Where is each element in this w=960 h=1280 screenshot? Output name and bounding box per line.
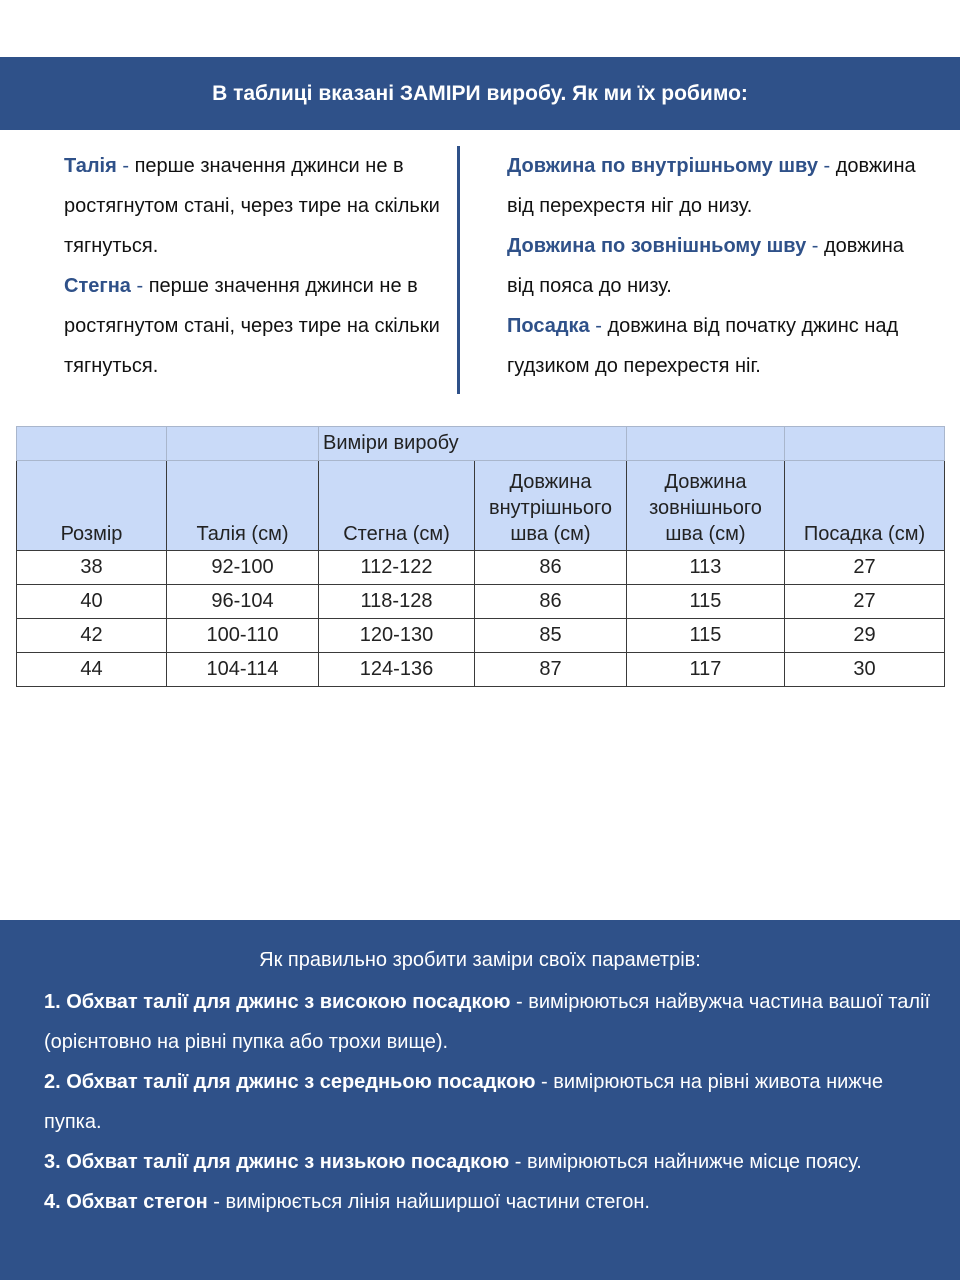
instruction-title: 2. Обхват талії для джинс з середньою посадкою — [44, 1071, 536, 1093]
cell-rise: 29 — [785, 619, 945, 653]
definition-hips: Стегна - перше значення джинси не в ростягнутом стані, через тире на скільки тягнуться. — [64, 275, 440, 377]
cell-rise: 30 — [785, 653, 945, 687]
definition-inseam: Довжина по внутрішньому шву - довжина від перехрестя ніг до низу. — [507, 155, 916, 217]
cell-outseam: 115 — [627, 585, 785, 619]
cell-rise: 27 — [785, 585, 945, 619]
definition-term: Посадка — [507, 315, 590, 337]
list-item — [44, 1182, 934, 1222]
cell-inseam: 85 — [475, 619, 627, 653]
definition-outseam: Довжина по зовнішньому шву - довжина від пояса до низу. — [507, 235, 904, 297]
instruction-title: 1. Обхват талії для джинс з високою посадкою — [44, 991, 511, 1013]
cell-hips: 124-136 — [319, 653, 475, 687]
instruction-text: - вимірюються найвужча частина вашої талії (орієнтовно на рівні пупка або трохи вище). — [44, 991, 931, 1053]
header-hips: Стегна (см) — [319, 461, 475, 551]
table-caption: Виміри виробу — [319, 427, 627, 461]
cell-hips: 120-130 — [319, 619, 475, 653]
instruction-title: 3. Обхват талії для джинс з низькою посадкою — [44, 1151, 510, 1173]
cell-size: 44 — [17, 653, 167, 687]
cell-size: 38 — [17, 551, 167, 585]
definition-text: довжина від перехрестя ніг до низу. — [507, 155, 916, 217]
size-table — [16, 426, 945, 687]
definition-waist: Талія - перше значення джинси не в ростягнутом стані, через тире на скільки тягнуться. — [64, 155, 440, 257]
header-waist: Талія (см) — [167, 461, 319, 551]
column-divider — [457, 146, 460, 394]
cell-inseam: 87 — [475, 653, 627, 687]
cell-inseam: 86 — [475, 585, 627, 619]
instruction-text: - вимірюється лінія найширшої частини стегон. — [207, 1191, 650, 1213]
cell-inseam: 86 — [475, 551, 627, 585]
definition-term: Стегна — [64, 275, 131, 297]
instruction-text: - вимірюються на рівні живота нижче пупка. — [44, 1071, 884, 1133]
table-row — [17, 619, 945, 653]
definitions-left — [64, 146, 444, 386]
list-item — [44, 982, 934, 1062]
cell-hips: 112-122 — [319, 551, 475, 585]
instruction-text: - вимірюються найнижче місце поясу. — [509, 1151, 862, 1173]
header-size: Розмір — [17, 461, 167, 551]
top-banner — [0, 57, 960, 130]
definition-term: Талія — [64, 155, 117, 177]
table-row — [17, 653, 945, 687]
cell-waist: 92-100 — [167, 551, 319, 585]
instructions-panel — [0, 920, 960, 1280]
cell-outseam: 115 — [627, 619, 785, 653]
table-caption-row — [17, 427, 945, 461]
list-item — [44, 1142, 934, 1182]
header-inseam: Довжина внутрішнього шва (см) — [475, 461, 627, 551]
definition-text: довжина від пояса до низу. — [507, 235, 904, 297]
table-row — [17, 551, 945, 585]
cell-outseam: 113 — [627, 551, 785, 585]
cell-size: 40 — [17, 585, 167, 619]
definitions-right — [507, 146, 927, 386]
definition-term: Довжина по зовнішньому шву — [507, 235, 807, 257]
instructions-heading: Як правильно зробити заміри своїх параметрів: — [259, 949, 701, 971]
definition-text: довжина від початку джинс над гудзиком до перехрестя ніг. — [507, 315, 899, 377]
definition-text: перше значення джинси не в ростягнутом стані, через тире на скільки тягнуться. — [64, 275, 440, 377]
definition-text: перше значення джинси не в ростягнутом стані, через тире на скільки тягнуться. — [64, 155, 440, 257]
cell-size: 42 — [17, 619, 167, 653]
cell-rise: 27 — [785, 551, 945, 585]
cell-waist: 104-114 — [167, 653, 319, 687]
list-item — [44, 1062, 934, 1142]
banner-title: В таблиці вказані ЗАМІРИ виробу. Як ми їх робимо: — [212, 81, 748, 105]
cell-waist: 96-104 — [167, 585, 319, 619]
cell-waist: 100-110 — [167, 619, 319, 653]
definition-rise: Посадка - довжина від початку джинс над гудзиком до перехрестя ніг. — [507, 315, 899, 377]
cell-hips: 118-128 — [319, 585, 475, 619]
definition-term: Довжина по внутрішньому шву — [507, 155, 818, 177]
size-table-wrapper — [16, 426, 945, 687]
instructions-list — [44, 982, 934, 1222]
table-row — [17, 585, 945, 619]
instruction-title: 4. Обхват стегон — [44, 1191, 208, 1213]
header-outseam: Довжина зовнішнього шва (см) — [627, 461, 785, 551]
cell-outseam: 117 — [627, 653, 785, 687]
table-header-row — [17, 461, 945, 551]
header-rise: Посадка (см) — [785, 461, 945, 551]
